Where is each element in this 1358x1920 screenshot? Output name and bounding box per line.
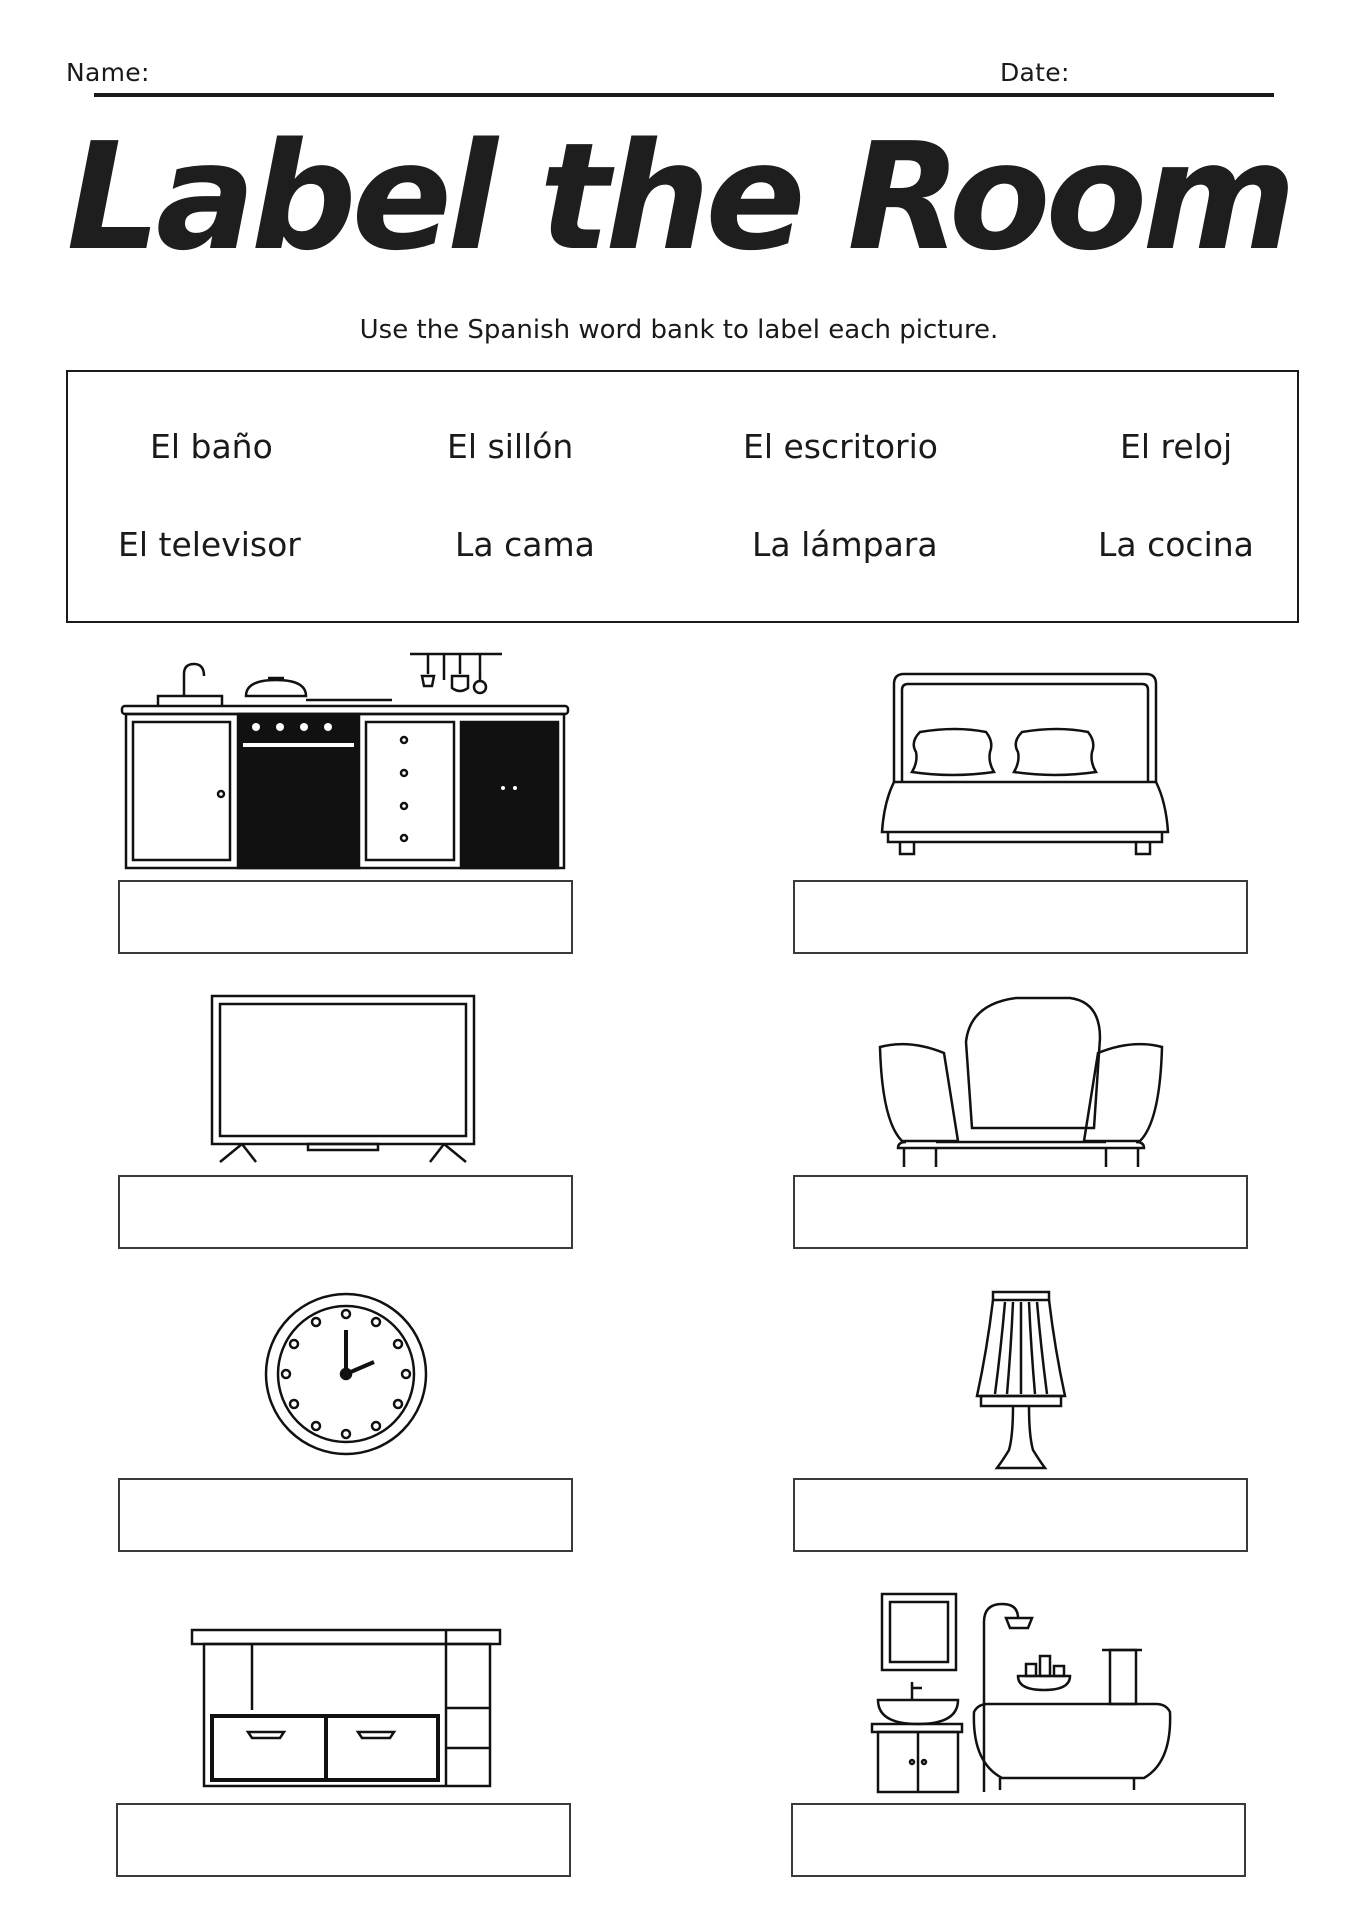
answer-box[interactable] xyxy=(791,1803,1246,1877)
answer-box[interactable] xyxy=(793,1175,1248,1249)
word-bank-item: El escritorio xyxy=(743,427,938,466)
desk-icon xyxy=(190,1628,502,1790)
answer-box[interactable] xyxy=(116,1803,571,1877)
word-bank-item: La lámpara xyxy=(752,525,938,564)
kitchen-icon xyxy=(118,648,573,873)
word-bank-item: La cama xyxy=(455,525,595,564)
answer-box[interactable] xyxy=(118,1478,573,1552)
armchair-icon xyxy=(876,992,1166,1167)
word-bank-item: El reloj xyxy=(1120,427,1233,466)
instructions: Use the Spanish word bank to label each picture. xyxy=(359,315,999,345)
answer-box[interactable] xyxy=(793,880,1248,954)
word-bank-item: La cocina xyxy=(1098,525,1254,564)
word-bank-item: El baño xyxy=(150,427,273,466)
date-label: Date: xyxy=(1000,58,1070,87)
page-title: Label the Room xyxy=(66,111,1292,283)
clock-icon xyxy=(262,1290,430,1458)
bathroom-icon xyxy=(866,1592,1172,1794)
lamp-icon xyxy=(975,1290,1067,1475)
bed-icon xyxy=(880,672,1170,867)
answer-box[interactable] xyxy=(118,880,573,954)
word-bank xyxy=(66,370,1299,623)
television-icon xyxy=(208,992,478,1167)
word-bank-item: El sillón xyxy=(447,427,574,466)
name-label: Name: xyxy=(66,58,150,87)
answer-box[interactable] xyxy=(793,1478,1248,1552)
answer-box[interactable] xyxy=(118,1175,573,1249)
header-line xyxy=(94,93,1274,97)
word-bank-item: El televisor xyxy=(118,525,301,564)
